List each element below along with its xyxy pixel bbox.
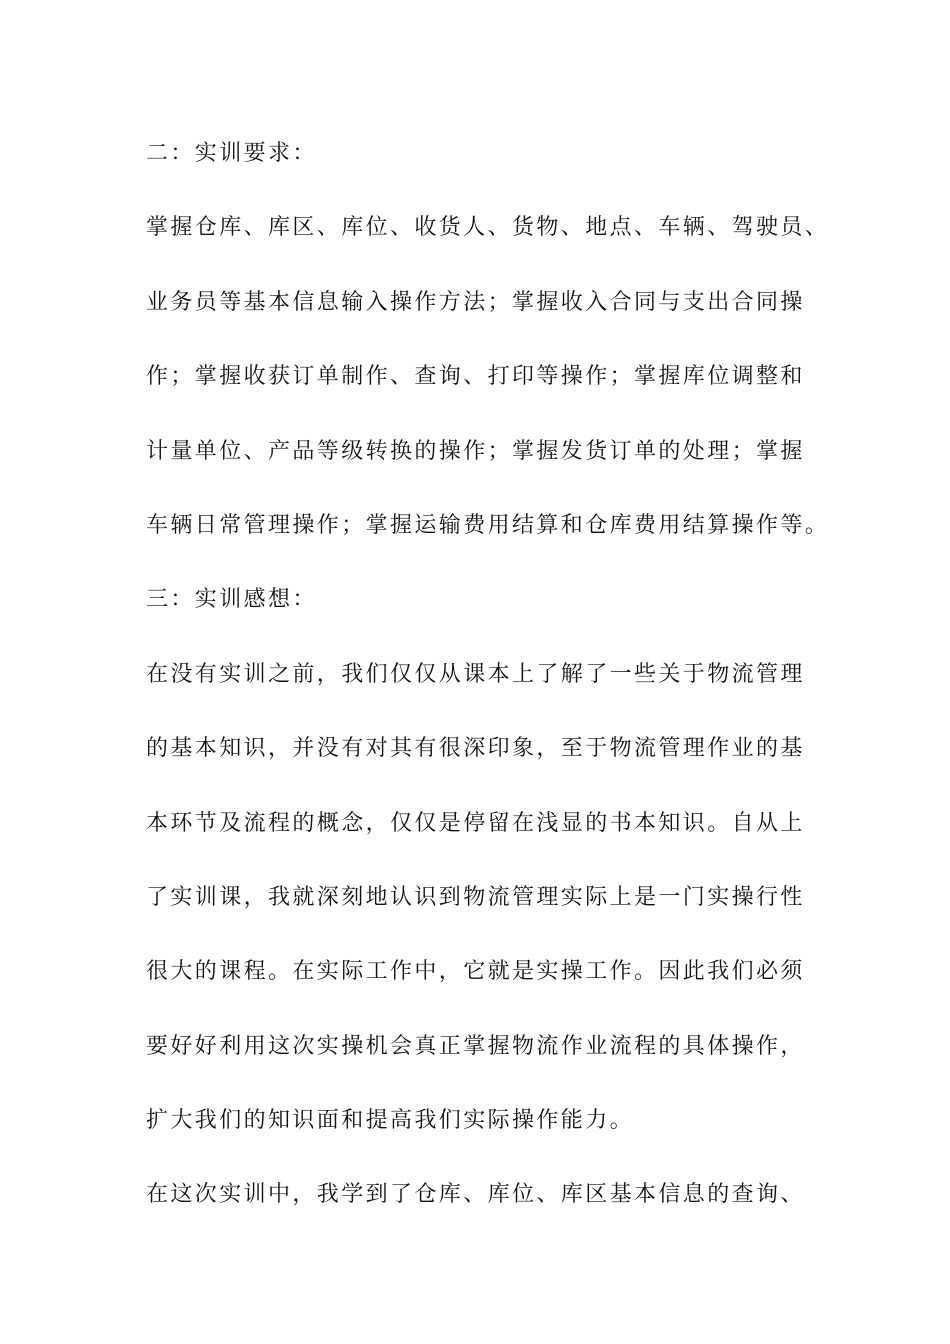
section-heading-reflections: 三：实训感想：: [146, 587, 317, 613]
text-line: 在这次实训中，我学到了仓库、库位、库区基本信息的查询、: [146, 1182, 805, 1208]
text-line: 本环节及流程的概念，仅仅是停留在浅显的书本知识。自从上: [146, 810, 805, 836]
text-line: 作；掌握收获订单制作、查询、打印等操作；掌握库位调整和: [146, 364, 805, 390]
section-heading-requirements: 二：实训要求：: [146, 141, 317, 166]
text-line: 很大的课程。在实际工作中，它就是实操工作。因此我们必须: [146, 959, 805, 985]
text-line: 要好好利用这次实操机会真正掌握物流作业流程的具体操作，: [146, 1033, 805, 1059]
text-line: 的基本知识，并没有对其有很深印象，至于物流管理作业的基: [146, 736, 805, 762]
text-line: 了实训课，我就深刻地认识到物流管理实际上是一门实操行性: [146, 884, 805, 910]
text-line: 掌握仓库、库区、库位、收货人、货物、地点、车辆、驾驶员、: [146, 215, 830, 241]
document-body: [146, 133, 830, 1249]
text-line: 扩大我们的知识面和提高我们实际操作能力。: [146, 1108, 635, 1134]
text-line: 在没有实训之前，我们仅仅从课本上了解了一些关于物流管理: [146, 661, 805, 687]
text-line: 计量单位、产品等级转换的操作；掌握发货订单的处理；掌握: [146, 438, 805, 464]
text-line: 业务员等基本信息输入操作方法；掌握收入合同与支出合同操: [146, 289, 805, 315]
text-line: 车辆日常管理操作；掌握运输费用结算和仓库费用结算操作等。: [146, 512, 830, 538]
